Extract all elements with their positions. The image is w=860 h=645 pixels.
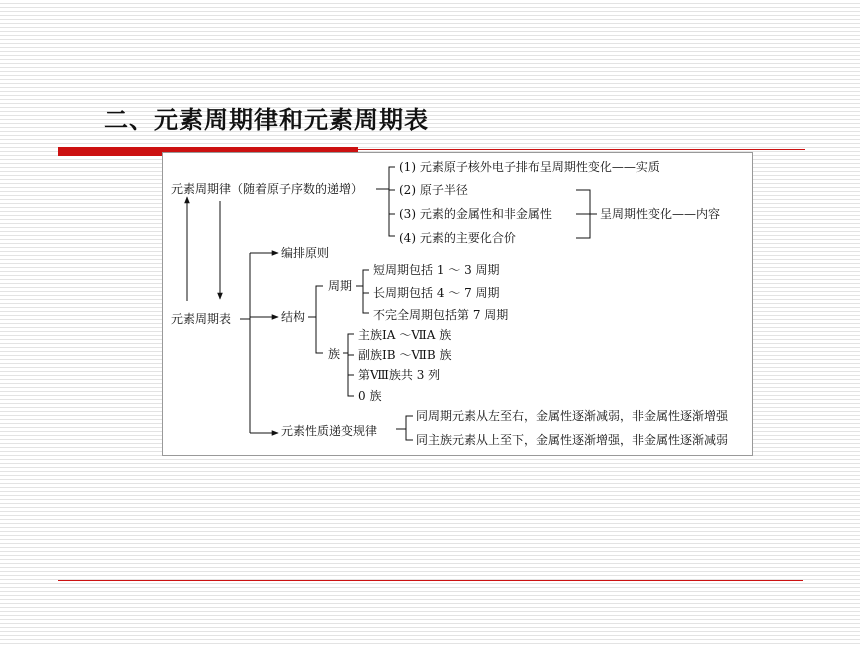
- trend-item-period: 同周期元素从左至右，金属性逐渐减弱，非金属性逐渐增强: [416, 409, 729, 423]
- trend-item-group: 同主族元素从上至下，金属性逐渐增强，非金属性逐渐减弱: [416, 433, 729, 447]
- period-item-3: 不完全周期包括第 7 周期: [373, 308, 509, 322]
- law-brace: [389, 167, 395, 236]
- group-item-2: 副族ⅠB ～ⅦB 族: [358, 348, 452, 362]
- law-item-1: (1) 元素原子核外电子排布呈周期性变化——实质: [399, 160, 660, 174]
- law-item-4: (4) 元素的主要化合价: [399, 231, 516, 245]
- periodic-law-label: 元素周期律（随着原子序数的递增）: [171, 182, 364, 196]
- periodic-law-diagram: [162, 152, 753, 456]
- law-summary: 呈周期性变化——内容: [600, 207, 721, 221]
- law-item-3: (3) 元素的金属性和非金属性: [399, 207, 552, 221]
- period-item-2: 长周期包括 4 ～ 7 周期: [373, 286, 500, 300]
- group-item-4: 0 族: [358, 389, 382, 403]
- structure-brace: [316, 286, 323, 353]
- groups-label: 族: [328, 347, 341, 361]
- period-item-1: 短周期包括 1 ～ 3 周期: [373, 263, 500, 277]
- group-item-3: 第Ⅷ族共 3 列: [358, 368, 441, 382]
- slide-title: 二、元素周期律和元素周期表: [104, 106, 429, 134]
- trend-bracket: [406, 416, 413, 440]
- arrangement-label: 编排原则: [281, 246, 330, 260]
- periodic-table-label: 元素周期表: [171, 312, 232, 326]
- title-underline-rule: [358, 149, 805, 150]
- law-item-2: (2) 原子半径: [399, 183, 468, 197]
- footer-rule: [58, 580, 803, 581]
- structure-label: 结构: [281, 310, 306, 324]
- diagram-canvas: [163, 153, 752, 455]
- trend-label: 元素性质递变规律: [281, 424, 378, 438]
- group-item-1: 主族ⅠA ～ⅦA 族: [358, 328, 452, 342]
- groups-brace: [348, 334, 354, 396]
- periods-brace: [363, 270, 369, 313]
- periods-label: 周期: [328, 279, 353, 293]
